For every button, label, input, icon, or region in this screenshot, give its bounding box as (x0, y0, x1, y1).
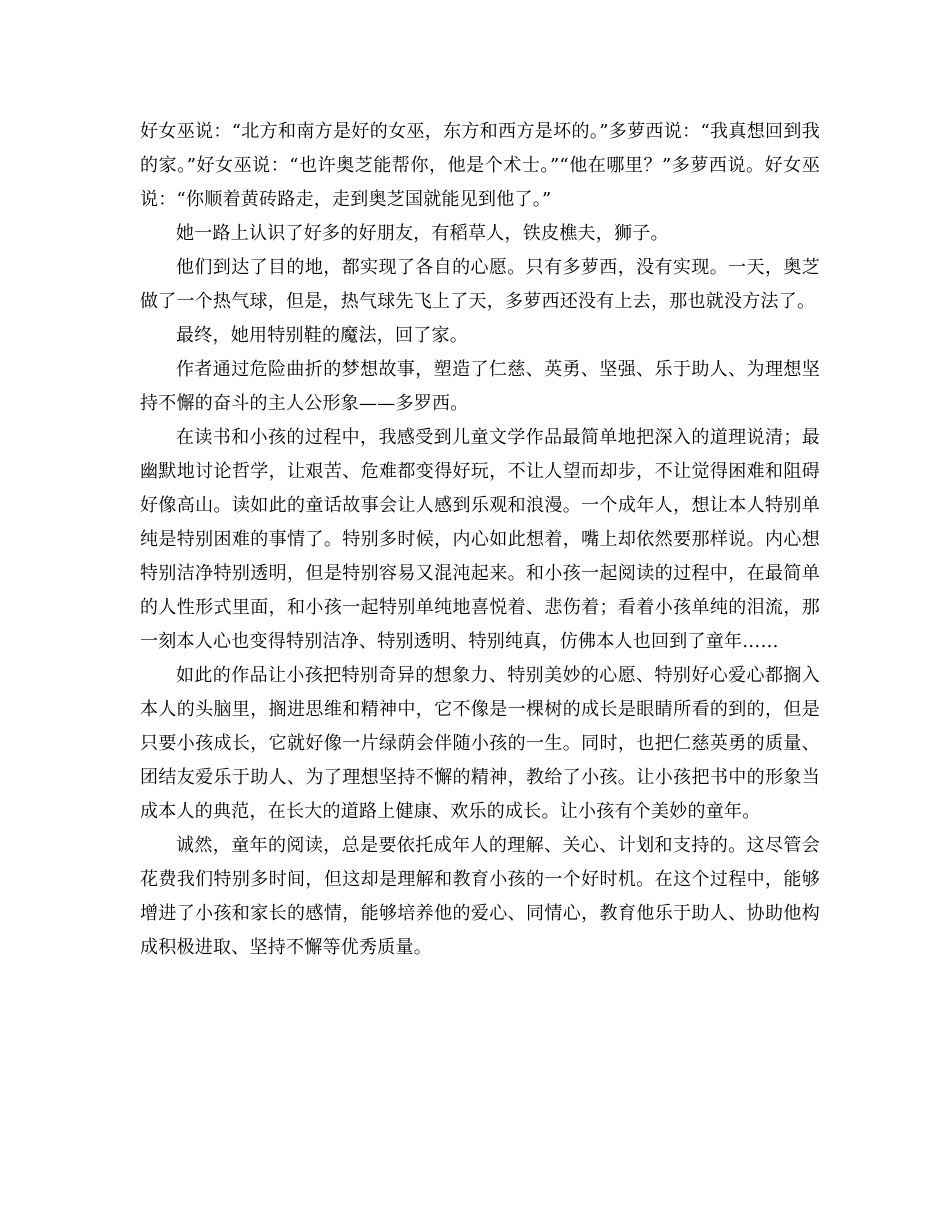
paragraph-8: 诚然，童年的阅读，总是要依托成年人的理解、关心、计划和支持的。这尽管会花费我们特别多时间，但这却是理解和教育小孩的一个好时机。在这个过程中，能够增进了小孩和家长的感情，能够培养他的爱心、同情心，教育他乐于助人、协助他构成积极进取、坚持不懈等优秀质量。 (140, 835, 820, 958)
paragraph-2: 她一路上认识了好多的好朋友，有稻草人，铁皮樵夫，狮子。 (176, 223, 669, 244)
paragraph-3: 他们到达了目的地，都实现了各自的心愿。只有多萝西，没有实现。一天，奥芝做了一个热气球，但是，热气球先飞上了天，多萝西还没有上去，那也就没方法了。 (140, 257, 820, 312)
paragraph-7: 如此的作品让小孩把特别奇异的想象力、特别美妙的心愿、特别好心爱心都搁入本人的头脑里，搁进思维和精神中，它不像是一棵树的成长是眼睛所看的到的，但是只要小孩成长，它就好像一片绿荫会伴随小孩的一生。同时，也把仁慈英勇的质量、团结友爱乐于助人、为了理想坚持不懈的精神，教给了小孩。让小孩把书中的形象当成本人的典范，在长大的道路上健康、欢乐的成长。让小孩有个美妙的童年。 (140, 665, 820, 822)
paragraph-1: 好女巫说：“北方和南方是好的女巫，东方和西方是坏的。”多萝西说：“我真想回到我的家。”好女巫说：“也许奥芝能帮你，他是个术士。”“他在哪里？”多萝西说。好女巫说：“你顺着黄砖路走，走到奥芝国就能见到他了。” (140, 121, 820, 210)
paragraph-4: 最终，她用特别鞋的魔法，回了家。 (176, 325, 468, 346)
paragraph-6: 在读书和小孩的过程中，我感受到儿童文学作品最简单地把深入的道理说清；最幽默地讨论哲学，让艰苦、危难都变得好玩，不让人望而却步，不让觉得困难和阻碍好像高山。读如此的童话故事会让人感到乐观和浪漫。一个成年人，想让本人特别单纯是特别困难的事情了。特别多时候，内心如此想着，嘴上却依然要那样说。内心想特别洁净特别透明，但是特别容易又混沌起来。和小孩一起阅读的过程中，在最简单的人性形式里面，和小孩一起特别单纯地喜悦着、悲伤着；看着小孩单纯的泪流，那一刻本人心也变得特别洁净、特别透明、特别纯真，仿佛本人也回到了童年…… (140, 427, 820, 652)
paragraph-5: 作者通过危险曲折的梦想故事，塑造了仁慈、英勇、坚强、乐于助人、为理想坚持不懈的奋斗的主人公形象——多罗西。 (140, 359, 820, 414)
document-body (140, 115, 820, 965)
